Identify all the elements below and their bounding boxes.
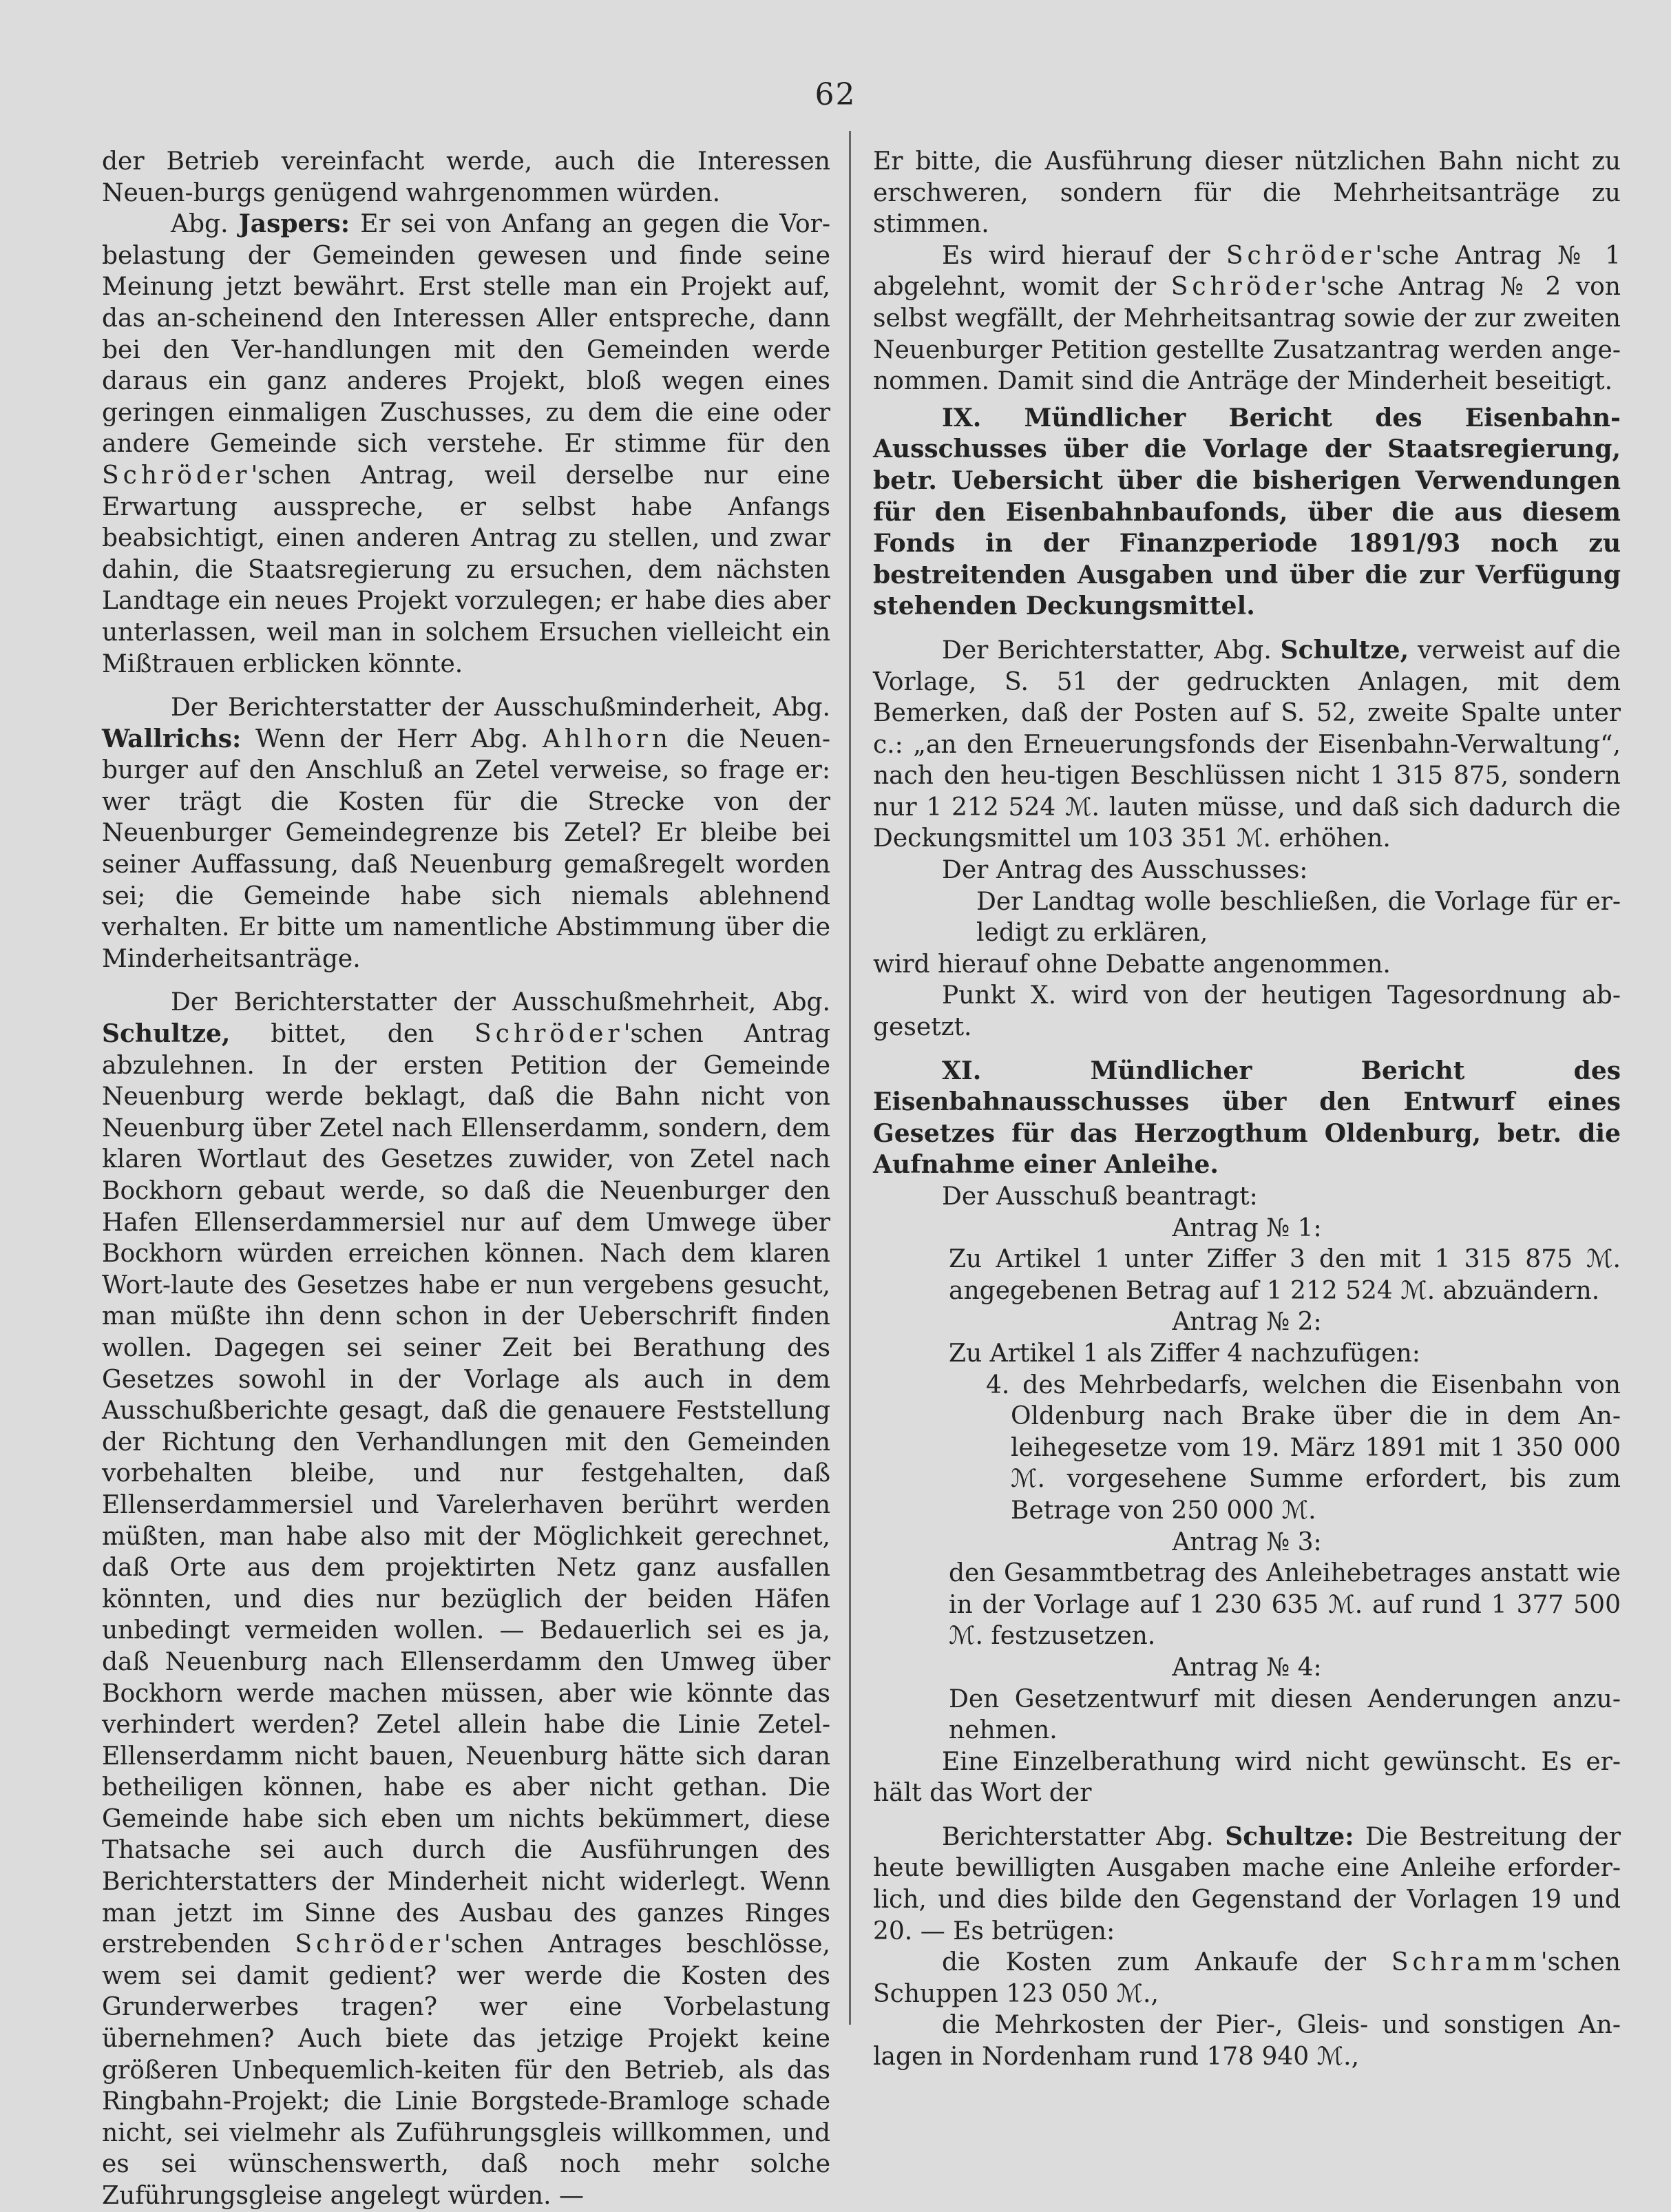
paragraph bbox=[873, 240, 1621, 397]
text: 'sche Antrag № 2 von selbst wegfällt, der Mehrheitsantrag sowie der zur zweiten Neuenburger Petition gestellte Zusatzantrag werden ange-nommen. Damit sind die Anträge der Minderheit beseitigt. bbox=[873, 273, 1621, 396]
paragraph bbox=[873, 1947, 1621, 2010]
motion-heading: Antrag № 2: bbox=[1172, 1308, 1322, 1337]
text: Berichterstatter Abg. bbox=[942, 1822, 1226, 1851]
motion-heading: Antrag № 1: bbox=[1172, 1213, 1322, 1242]
spaced-name: Ahlhorn bbox=[543, 724, 672, 753]
paragraph: Punkt X. wird von der heutigen Tagesordnung ab-gesetzt. bbox=[873, 981, 1621, 1042]
text: Abg. bbox=[171, 210, 239, 239]
text: verweist auf die Vorlage, S. 51 der gedruckten Anlagen, mit dem Bemerken, daß der Posten auf S. 52, zweite Spalte unter c.: „an den Erneuerungsfonds der Eisenbahn-Verwaltung“, nach den heu-tigen Beschlüssen nicht 1 315 875, sondern nur 1 212 524 ℳ. lauten müsse, und daß sich dadurch die Deckungsmittel um 103 351 ℳ. erhöhen. bbox=[873, 636, 1621, 853]
paragraph: wird hierauf ohne Debatte angenommen. bbox=[873, 950, 1391, 979]
text: Wenn der Herr Abg. bbox=[241, 724, 543, 753]
paragraph bbox=[102, 209, 830, 680]
speaker-name: Schultze, bbox=[1280, 635, 1409, 665]
text: Es wird hierauf der bbox=[942, 241, 1226, 270]
text: 'schen Schuppen 123 050 ℳ., bbox=[873, 1948, 1621, 2008]
paragraph bbox=[873, 146, 1621, 240]
paragraph bbox=[873, 635, 1621, 855]
motion-text: Zu Artikel 1 als Ziffer 4 nachzufügen: bbox=[949, 1339, 1420, 1368]
motion-text: Zu Artikel 1 unter Ziffer 3 den mit 1 315 875 ℳ. angegebenen Betrag auf 1 212 524 ℳ. abzuändern. bbox=[949, 1245, 1621, 1305]
page-number: 62 bbox=[815, 77, 856, 112]
section-heading-ix: IX. Mündlicher Bericht des Eisenbahn-Ausschusses über die Vorlage der Staatsregierung, betr. Uebersicht über die bisherigen Verwendungen für den Eisenbahnbaufonds, über die aus diesem Fonds in der Finanzperiode 1891/93 noch zu bestreitenden Ausgaben und über die zur Verfügung stehenden Deckungsmittel. bbox=[873, 403, 1621, 621]
left-column bbox=[102, 146, 830, 2212]
motion-heading: Antrag № 4: bbox=[1172, 1653, 1322, 1682]
text: 'schen Antrag abzulehnen. In der ersten Petition der Gemeinde Neuenburg werde beklagt, daß die Bahn nicht von Neuenburg über Zetel nach Ellenserdamm, sondern, dem klaren Wortlaut des Gesetzes zuwider, von Zetel nach Bockhorn gebaut werde, so daß die Neuenburger den Hafen Ellenserdammersiel nur auf dem Umwege über Bockhorn würden erreichen können. Nach dem klaren Wort-laute des Gesetzes habe er nun vergebens gesucht, man müßte ihn denn schon in der Ueberschrift finden wollen. Dagegen sei seiner Zeit bei Berathung des Gesetzes sowohl in der Vorlage als auch in dem Ausschußberichte gesagt, daß die genauere Feststellung der Richtung den Verhandlungen mit den Gemeinden vorbehalten bleibe, und nur festgehalten, daß Ellenserdammersiel und Varelerhaven berührt werden müßten, man habe also mit der Möglichkeit gerechnet, daß Orte aus dem projektirten Netz ganz ausfallen könnten, und dies nur bezüglich der beiden Häfen unbedingt vermeiden wollen. — Bedauerlich sei es ja, daß Neuenburg nach Ellenserdamm den Umweg über Bockhorn werde machen müssen, aber wie könnte das verhindert werden? Zetel allein habe die Linie Zetel-Ellenserdamm nicht bauen, Neuenburg hätte sich daran betheiligen können, habe es aber nicht gethan. Die Gemeinde habe sich eben um nichts bekümmert, diese Thatsache sei auch durch die Ausführungen des Berichterstatters der Minderheit nicht widerlegt. Wenn man jetzt im Sinne des Ausbau des ganzes Ringes erstrebenden bbox=[102, 1020, 830, 1959]
paragraph bbox=[102, 146, 830, 209]
motion-text: Der Landtag wolle beschließen, die Vorlage für er-ledigt zu erklären, bbox=[976, 887, 1621, 948]
spaced-name: Schröder bbox=[295, 1930, 444, 1959]
paragraph bbox=[873, 1822, 1621, 1947]
motion-text: Den Gesetzentwurf mit diesen Aenderungen anzu-nehmen. bbox=[949, 1684, 1621, 1745]
right-column bbox=[873, 146, 1621, 2073]
speaker-name: Jaspers: bbox=[238, 209, 350, 239]
paragraph: Der Ausschuß beantragt: bbox=[942, 1182, 1258, 1211]
text: 'schen Antrag, weil derselbe nur eine Erwartung ausspreche, er selbst habe Anfangs beabsichtigt, einen anderen Antrag zu stellen, und zwar dahin, die Staatsregierung zu ersuchen, dem nächsten Landtage ein neues Projekt vorzulegen; er habe dies aber unterlassen, weil man in solchem Ersuchen vielleicht ein Mißtrauen erblicken könnte. bbox=[102, 461, 830, 678]
text: bittet, den bbox=[230, 1020, 475, 1049]
spaced-name: Schröder bbox=[474, 1020, 624, 1049]
text: 'schen Antrages beschlösse, wem sei damit gedient? wer werde die Kosten des Grunderwerbes tragen? wer eine Vorbelastung übernehmen? Auch biete das jetzige Projekt keine größeren Unbequemlich-keiten für den Betrieb, als das Ringbahn-Projekt; die Linie Borgstede-Bramloge schade nicht, sei vielmehr als Zuführungsgleis willkommen, und es sei wünschenswerth, daß noch mehr solche Zuführungsgleise angelegt würden. — bbox=[102, 1930, 830, 2210]
motion-text: den Gesammtbetrag des Anleihebetrages anstatt wie in der Vorlage auf 1 230 635 ℳ. auf rund 1 377 500 ℳ. festzusetzen. bbox=[949, 1559, 1621, 1651]
paragraph bbox=[102, 987, 830, 2211]
column-divider bbox=[849, 131, 851, 2025]
paragraph: Eine Einzelberathung wird nicht gewünscht. Es er-hält das Wort der bbox=[873, 1747, 1621, 1808]
spaced-name: Schröder bbox=[102, 461, 251, 490]
text: die Kosten zum Ankaufe der bbox=[942, 1948, 1391, 1977]
spaced-name: Schröder bbox=[1170, 273, 1321, 302]
text: Die Bestreitung der heute bewilligten Ausgaben mache eine Anleihe erforder-lich, und dies bilde den Gegenstand der Vorlagen 19 und 20. — Es betrügen: bbox=[873, 1822, 1621, 1945]
speaker-name: Schultze: bbox=[1225, 1822, 1354, 1851]
spaced-name: Schramm bbox=[1391, 1948, 1541, 1977]
text: Er bitte, die Ausführung dieser nützlichen Bahn nicht zu erschweren, sondern für die Mehrheitsanträge zu stimmen. bbox=[873, 147, 1621, 239]
motion-heading: Antrag № 3: bbox=[1172, 1527, 1322, 1556]
text: die Neuen-burger auf den Anschluß an Zetel verweise, so frage er: wer trägt die Kosten für die Strecke von der Neuenburger Gemeindegrenze bis Zetel? Er bleibe bei seiner Auffassung, daß Neuenburg gemaßregelt worden sei; die Gemeinde habe sich niemals ablehnend verhalten. Er bitte um namentliche Abstimmung über die Minderheitsanträge. bbox=[102, 724, 830, 973]
spaced-name: Schröder bbox=[1226, 241, 1376, 270]
paragraph: Der Antrag des Ausschusses: bbox=[942, 856, 1308, 885]
text: Der Berichterstatter, Abg. bbox=[942, 636, 1281, 665]
section-heading-xi: XI. Mündlicher Bericht des Eisenbahnausschusses über den Entwurf eines Gesetzes für das Herzogthum Oldenburg, betr. die Aufnahme einer Anleihe. bbox=[873, 1056, 1621, 1180]
text: 'sche Antrag № 1 abgelehnt, womit der bbox=[873, 241, 1621, 302]
speaker-name: Wallrichs: bbox=[102, 724, 242, 753]
speaker-name: Schultze, bbox=[102, 1019, 231, 1049]
text: Er sei von Anfang an gegen die Vor-belastung der Gemeinden gewesen und finde seine Meinung jetzt bewährt. Erst stelle man ein Projekt auf, das an-scheinend den Interessen Aller entspreche, dann bei den Ver-handlungen mit den Gemeinden werde daraus ein ganz anderes Projekt, bloß wegen eines geringen einmaligen Zuschusses, zu dem die eine oder andere Gemeinde sich verstehe. Er stimme für den bbox=[102, 210, 830, 459]
paragraph: die Mehrkosten der Pier-, Gleis- und sonstigen An-lagen in Nordenham rund 178 940 ℳ., bbox=[873, 2011, 1621, 2072]
text: Der Berichterstatter der Ausschußminderheit, Abg. bbox=[171, 693, 830, 722]
text: der Betrieb vereinfacht werde, auch die Interessen Neuen-burgs genügend wahrgenommen würden. bbox=[102, 147, 830, 207]
paragraph bbox=[102, 692, 830, 974]
text: Der Berichterstatter der Ausschußmehrheit, Abg. bbox=[171, 988, 830, 1017]
motion-item: 4. des Mehrbedarfs, welchen die Eisenbahn von Oldenburg nach Brake über die in dem An-leihegesetze vom 19. März 1891 mit 1 350 000 ℳ. vorgesehene Summe erfordert, bis zum Betrage von 250 000 ℳ. bbox=[986, 1370, 1621, 1525]
